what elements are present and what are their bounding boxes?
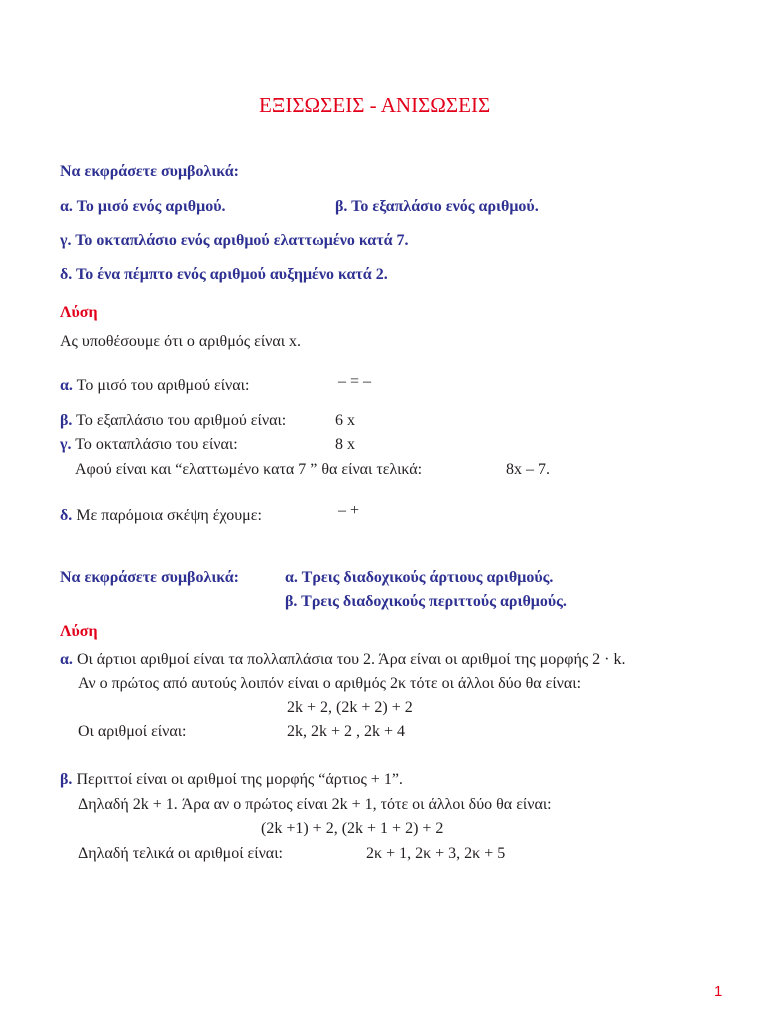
solution-2-b-line-3: (2k +1) + 2, (2k + 1 + 2) + 2: [261, 820, 444, 837]
solution-1-c-text: Το οκταπλάσιο του είναι:: [75, 436, 238, 453]
solution-1-heading: Λύση: [60, 304, 98, 321]
exercise-2-item-b: β. Τρεις διαδοχικούς περιττούς αριθμούς.: [285, 593, 567, 610]
solution-1-d-text: Με παρόμοια σκέψη έχουμε:: [76, 507, 262, 524]
solution-2-a-line-2: Αν ο πρώτος από αυτούς λοιπόν είναι ο αριθμός 2κ τότε οι άλλοι δύο θα είναι:: [78, 675, 582, 692]
exercise-1-item-b: β. Το εξαπλάσιο ενός αριθμού.: [335, 198, 539, 215]
exercise-1-item-d: δ. Το ένα πέμπτο ενός αριθμού αυξημένο κατά 2.: [60, 266, 388, 283]
solution-1-a-text: Το μισό του αριθμού είναι:: [76, 377, 250, 394]
label-c: γ.: [60, 436, 72, 453]
solution-2-b-line-1: [60, 772, 403, 788]
solution-1-line-b: [60, 413, 286, 429]
solution-1-line-a: [60, 378, 249, 394]
solution-2-a-line-4-label: Οι αριθμοί είναι:: [78, 723, 187, 740]
solution-1-b-text: Το εξαπλάσιο του αριθμού είναι:: [76, 412, 287, 429]
label-b: β.: [60, 771, 73, 788]
solution-1-line-d: [60, 508, 262, 524]
label-a: α.: [60, 651, 73, 668]
solution-1-b-expression: 6 x: [335, 412, 355, 429]
exercise-1-prompt: Να εκφράσετε συμβολικά:: [60, 163, 239, 180]
solution-2-heading: Λύση: [60, 623, 98, 640]
solution-2-a-line-3: 2k + 2, (2k + 2) + 2: [287, 699, 413, 716]
exercise-1-item-a: α. Το μισό ενός αριθμού.: [60, 198, 226, 215]
label-d: δ.: [60, 507, 73, 524]
solution-1-a-expression: – = –: [338, 373, 372, 390]
solution-1-line-c: [60, 437, 238, 453]
page-title: ΕΞΙΣΩΣΕΙΣ - ΑΝΙΣΩΣΕΙΣ: [259, 93, 491, 117]
solution-2-a-line-1: [60, 652, 626, 668]
solution-1-c-expression: 8 x: [335, 436, 355, 453]
exercise-2-item-a: α. Τρεις διαδοχικούς άρτιους αριθμούς.: [285, 569, 554, 586]
page-number: 1: [714, 983, 723, 1000]
solution-2-a-text: Οι άρτιοι αριθμοί είναι τα πολλαπλάσια του 2. Άρα είναι οι αριθμοί της μορφής 2 · k.: [76, 651, 626, 668]
solution-2-b-line-4-label: Δηλαδή τελικά οι αριθμοί είναι:: [78, 845, 283, 862]
solution-1-c-note: Αφού είναι και “ελαττωμένο κατα 7 ” θα είναι τελικά:: [75, 461, 423, 478]
solution-2-b-line-4-value: 2κ + 1, 2κ + 3, 2κ + 5: [366, 845, 506, 862]
solution-2-a-line-4-value: 2k, 2k + 2 , 2k + 4: [287, 723, 406, 740]
solution-1-d-expression: – +: [338, 502, 360, 519]
exercise-2-prompt: Να εκφράσετε συμβολικά:: [60, 569, 239, 586]
solution-2-b-line-2: Δηλαδή 2k + 1. Άρα αν ο πρώτος είναι 2k + 1, τότε οι άλλοι δύο θα είναι:: [78, 796, 552, 813]
solution-1-c-final: 8x – 7.: [506, 461, 550, 478]
exercise-1-item-c: γ. Το οκταπλάσιο ενός αριθμού ελαττωμένο κατά 7.: [60, 232, 409, 249]
label-b: β.: [60, 412, 73, 429]
label-a: α.: [60, 377, 73, 394]
solution-2-b-text: Περιττοί είναι οι αριθμοί της μορφής “άρτιος + 1”.: [76, 771, 403, 788]
solution-1-intro: Ας υποθέσουμε ότι ο αριθμός είναι x.: [60, 333, 302, 350]
